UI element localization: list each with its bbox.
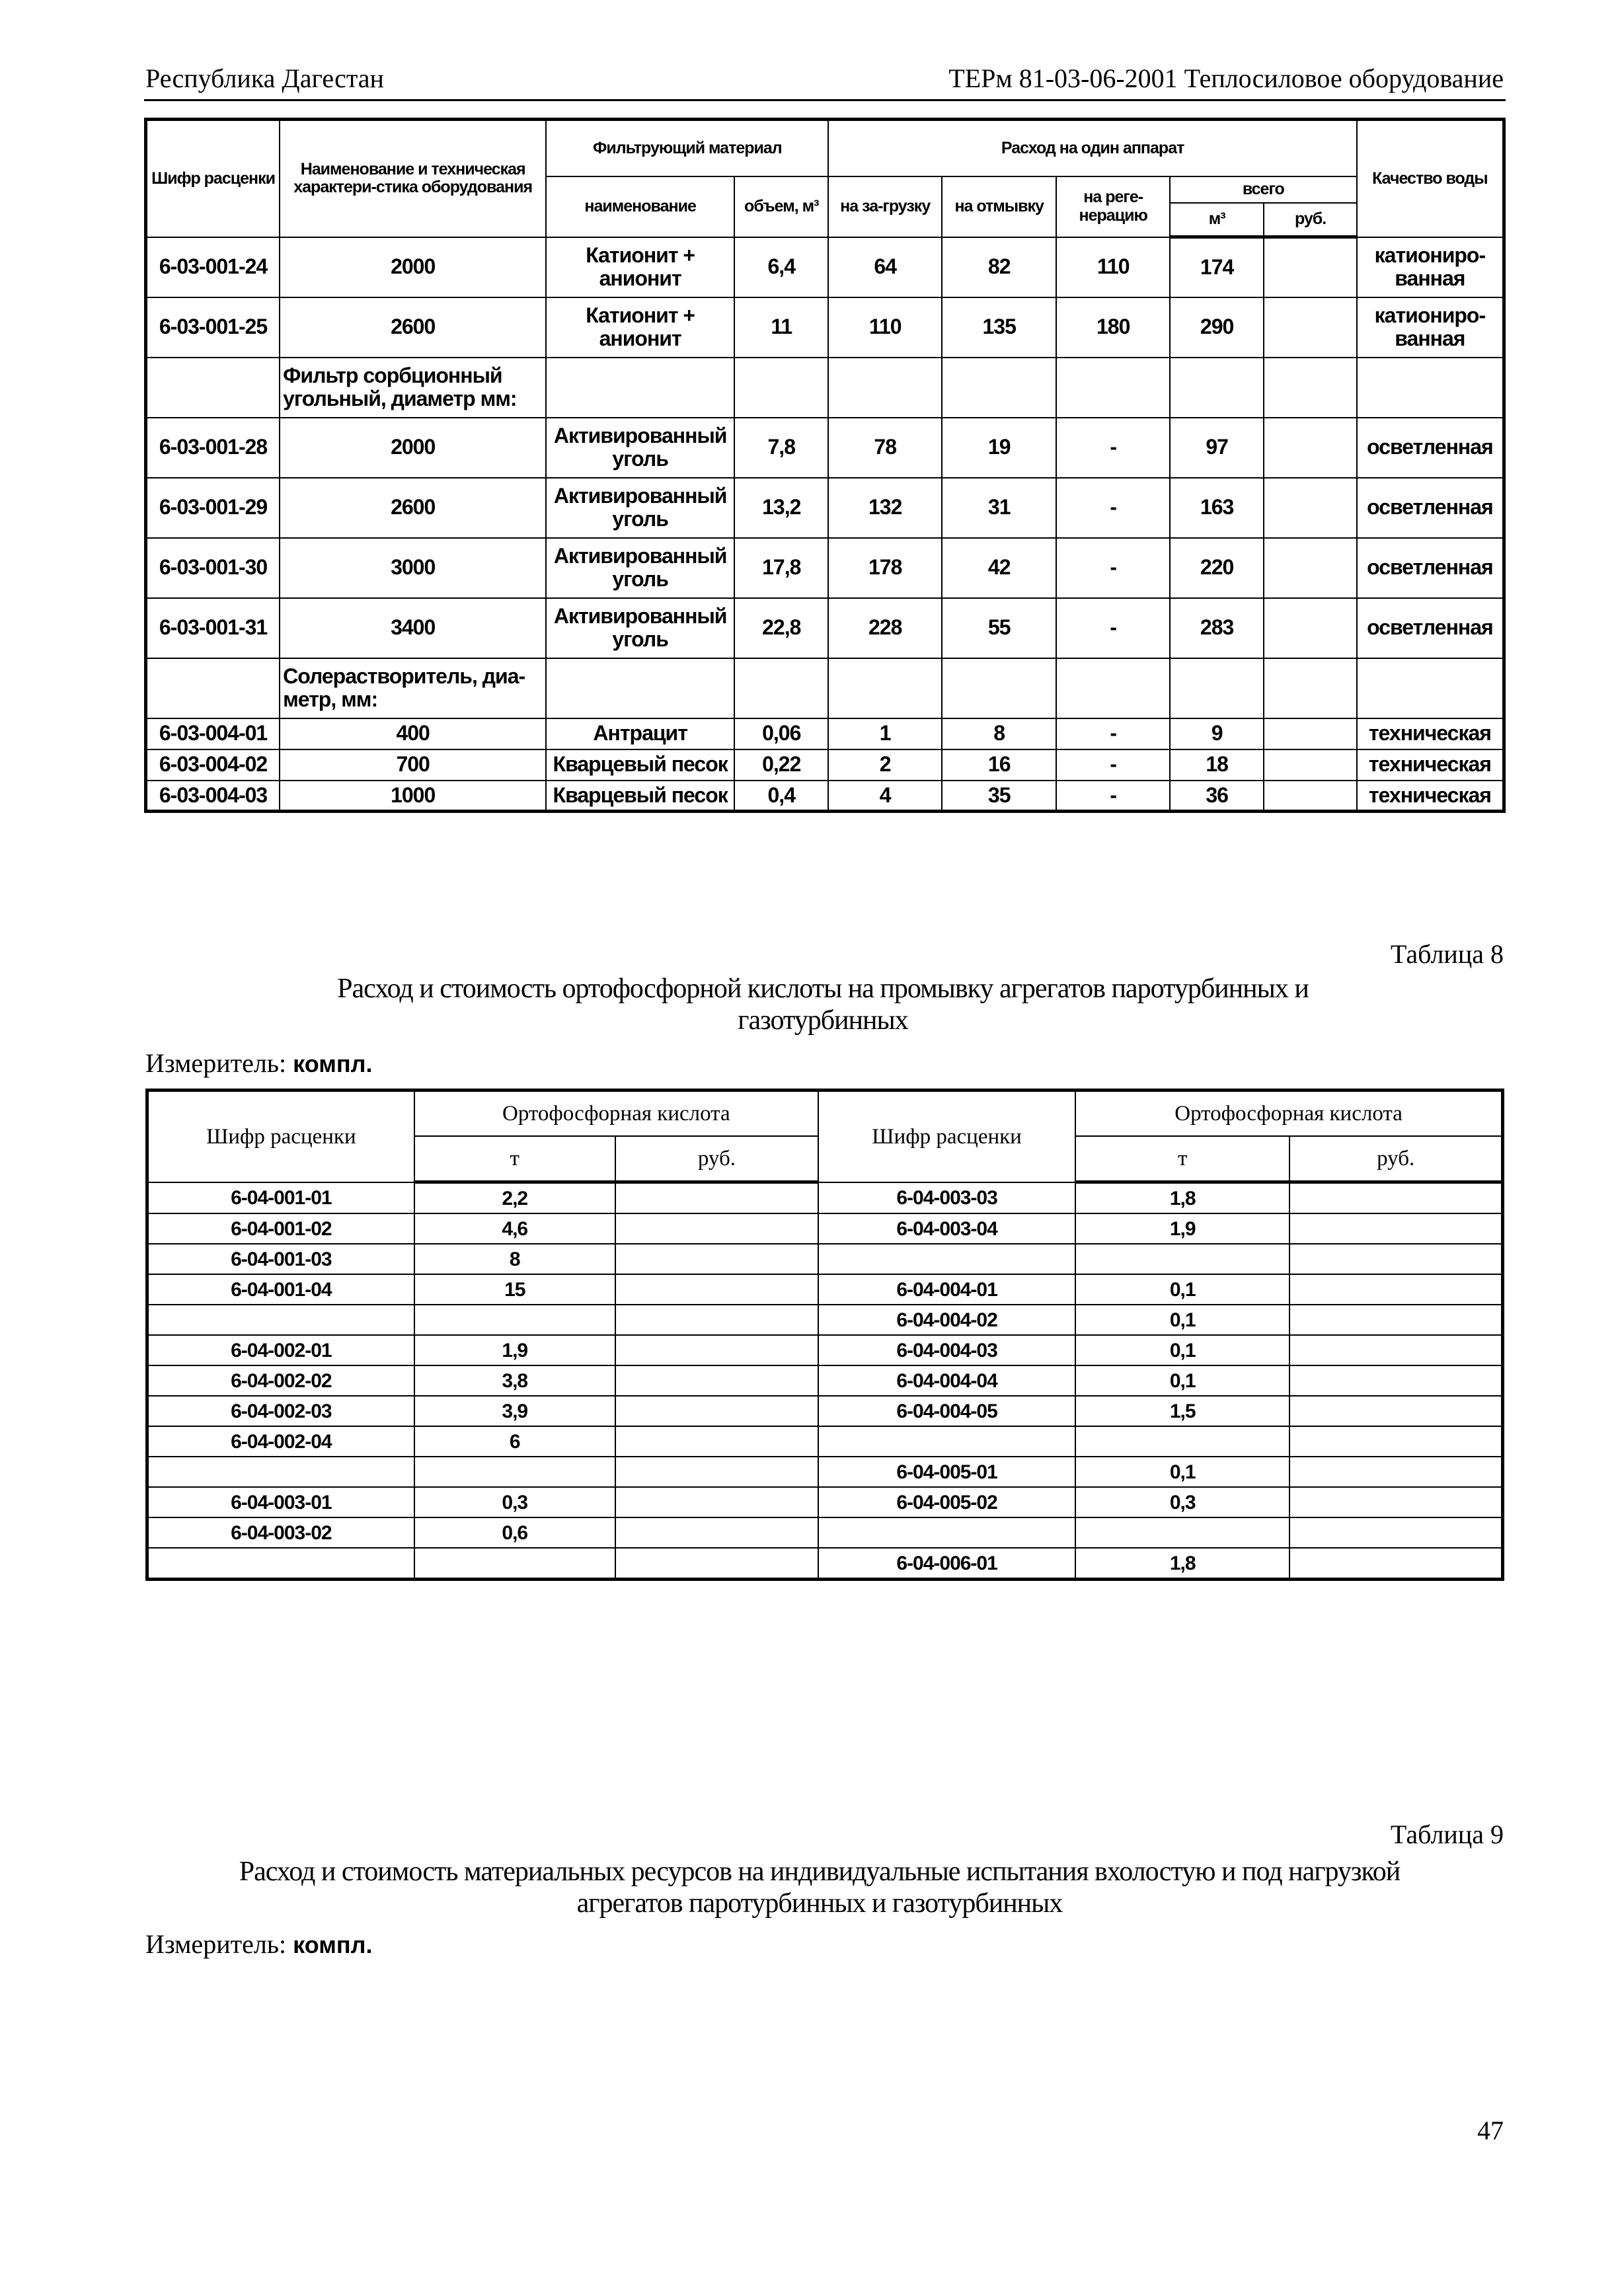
table-cell: 2,2: [414, 1182, 615, 1214]
table-cell: 2: [828, 749, 941, 781]
table-cell: 6-04-002-01: [147, 1335, 414, 1365]
table-cell: 4,6: [414, 1213, 615, 1244]
table-cell: [1289, 1305, 1502, 1335]
table-cell: 6-04-001-01: [147, 1182, 414, 1214]
table-cell: 64: [828, 237, 941, 297]
table-row: [146, 297, 1504, 358]
table-row: [146, 749, 1504, 781]
table-cell: [1264, 478, 1356, 538]
measure-unit: компл.: [293, 1050, 373, 1077]
table-cell: 6-04-003-04: [818, 1213, 1075, 1244]
col-t-2: т: [1075, 1136, 1289, 1182]
table-cell: Фильтр сорбционный угольный, диаметр мм:: [280, 358, 546, 418]
table-row: [147, 1274, 1503, 1305]
table-cell: 0,4: [734, 781, 828, 812]
col-quality: Качество воды: [1357, 120, 1504, 237]
table-cell: 17,8: [734, 538, 828, 598]
measure-unit: компл.: [293, 1931, 373, 1958]
table-cell: 132: [828, 478, 941, 538]
table-cell: 1000: [280, 781, 546, 812]
table-cell: 6-03-001-28: [146, 418, 280, 478]
table-cell: 78: [828, 418, 941, 478]
table-cell: 6-03-004-02: [146, 749, 280, 781]
col-load: на за-грузку: [828, 176, 941, 237]
table-cell: 0,1: [1075, 1274, 1289, 1305]
table-cell: [1289, 1426, 1502, 1457]
table-cell: 6-03-004-01: [146, 718, 280, 749]
table-cell: 8: [942, 718, 1057, 749]
table-row: [147, 1457, 1503, 1487]
table-cell: 11: [734, 297, 828, 358]
table-cell: 36: [1170, 781, 1264, 812]
col-filter-name: наименование: [546, 176, 734, 237]
table-cell: 6-04-003-02: [147, 1517, 414, 1548]
table-cell: 55: [942, 598, 1057, 658]
table-cell: Активированный уголь: [546, 538, 734, 598]
table-cell: [615, 1305, 818, 1335]
table-cell: 110: [828, 297, 941, 358]
table-cell: 1,9: [1075, 1213, 1289, 1244]
table-cell: 180: [1056, 297, 1169, 358]
table8-label: Таблица 8: [1390, 939, 1504, 969]
table-cell: 6-04-006-01: [818, 1548, 1075, 1580]
col-code-1: Шифр расценки: [147, 1091, 414, 1182]
table-cell: 0,1: [1075, 1457, 1289, 1487]
table-cell: [1289, 1396, 1502, 1426]
table-cell: 6-04-002-04: [147, 1426, 414, 1457]
table-cell: 1,8: [1075, 1548, 1289, 1580]
table-cell: 22,8: [734, 598, 828, 658]
table-row: [146, 478, 1504, 538]
col-code: Шифр расценки: [146, 120, 280, 237]
table-cell: 0,3: [1075, 1487, 1289, 1517]
table-cell: -: [1056, 538, 1169, 598]
table-cell: 0,1: [1075, 1305, 1289, 1335]
table-cell: [1264, 237, 1356, 297]
table-cell: 6-04-001-04: [147, 1274, 414, 1305]
table-row: [146, 658, 1504, 718]
table-cell: [1170, 358, 1264, 418]
table-cell: [1357, 658, 1504, 718]
table-cell: 6,4: [734, 237, 828, 297]
table-cell: техническая: [1357, 718, 1504, 749]
table-cell: Катионит + анионит: [546, 237, 734, 297]
table-cell: [734, 358, 828, 418]
table-cell: 18: [1170, 749, 1264, 781]
table8-measure: [145, 1048, 372, 1079]
table-cell: 0,3: [414, 1487, 615, 1517]
col-regen: на реге-нерацию: [1056, 176, 1169, 237]
table-row: [147, 1426, 1503, 1457]
table-cell: 1,8: [1075, 1182, 1289, 1214]
table9-title: Расход и стоимость материальных ресурсов на индивидуальные испытания вхолостую и под нагрузкой агрегатов паротурбинных и газотурбинных: [239, 1856, 1401, 1919]
table-cell: 6: [414, 1426, 615, 1457]
col-acid-2: Ортофосфорная кислота: [1075, 1091, 1502, 1137]
table-cell: -: [1056, 718, 1169, 749]
table-cell: [1289, 1244, 1502, 1274]
table-cell: [147, 1457, 414, 1487]
table-cell: 35: [942, 781, 1057, 812]
table-cell: [147, 1305, 414, 1335]
table-cell: 400: [280, 718, 546, 749]
table-cell: [1264, 749, 1356, 781]
table-cell: 0,06: [734, 718, 828, 749]
table-cell: 31: [942, 478, 1057, 538]
table-cell: -: [1056, 598, 1169, 658]
table-cell: 0,6: [414, 1517, 615, 1548]
table-row: [147, 1335, 1503, 1365]
table-cell: 6-04-004-01: [818, 1274, 1075, 1305]
table-cell: [1289, 1457, 1502, 1487]
table-cell: [1264, 418, 1356, 478]
table-cell: Кварцевый песок: [546, 749, 734, 781]
table-cell: 2000: [280, 418, 546, 478]
table-cell: -: [1056, 749, 1169, 781]
table-cell: [146, 358, 280, 418]
table-cell: [1075, 1517, 1289, 1548]
table9-measure: [145, 1929, 372, 1960]
measure-label: Измеритель:: [145, 1929, 287, 1959]
table-cell: 4: [828, 781, 941, 812]
phosphoric-acid-table: [145, 1089, 1504, 1581]
table-cell: [828, 358, 941, 418]
table-cell: [146, 658, 280, 718]
table-cell: 0,22: [734, 749, 828, 781]
col-name: Наименование и техническая характери-стика оборудования: [280, 120, 546, 237]
table-cell: [1264, 358, 1356, 418]
table-cell: 1: [828, 718, 941, 749]
table-cell: [1056, 658, 1169, 718]
table-row: [147, 1182, 1503, 1214]
table-cell: техническая: [1357, 781, 1504, 812]
table-row: [146, 358, 1504, 418]
table-cell: 3,9: [414, 1396, 615, 1426]
table-cell: 6-04-002-03: [147, 1396, 414, 1426]
table-cell: [147, 1548, 414, 1580]
table-cell: [1264, 538, 1356, 598]
col-acid-1: Ортофосфорная кислота: [414, 1091, 818, 1137]
col-wash: на отмывку: [942, 176, 1057, 237]
table-cell: 82: [942, 237, 1057, 297]
table-cell: [942, 358, 1057, 418]
table-cell: [1264, 658, 1356, 718]
table-cell: [1056, 358, 1169, 418]
table-cell: 6-04-005-01: [818, 1457, 1075, 1487]
table-cell: 6-04-002-02: [147, 1365, 414, 1396]
table-cell: 97: [1170, 418, 1264, 478]
table-cell: 174: [1170, 237, 1264, 297]
table-cell: 0,1: [1075, 1335, 1289, 1365]
table-cell: [818, 1426, 1075, 1457]
table-cell: [1170, 658, 1264, 718]
table-cell: [1289, 1182, 1502, 1214]
table-cell: 6-03-004-03: [146, 781, 280, 812]
table-cell: [615, 1426, 818, 1457]
table-cell: 700: [280, 749, 546, 781]
table-cell: 3400: [280, 598, 546, 658]
col-filter-volume: объем, м³: [734, 176, 828, 237]
col-code-2: Шифр расценки: [818, 1091, 1075, 1182]
table-cell: [1289, 1365, 1502, 1396]
table-cell: 0,1: [1075, 1365, 1289, 1396]
table9-label: Таблица 9: [1390, 1819, 1504, 1849]
table-row: [147, 1487, 1503, 1517]
table-cell: 163: [1170, 478, 1264, 538]
col-t-1: т: [414, 1136, 615, 1182]
table-cell: 3000: [280, 538, 546, 598]
table-cell: [828, 658, 941, 718]
table-cell: -: [1056, 478, 1169, 538]
table-cell: [1357, 358, 1504, 418]
table-cell: Активированный уголь: [546, 598, 734, 658]
table-cell: [615, 1244, 818, 1274]
table-cell: [1264, 598, 1356, 658]
table-row: [147, 1305, 1503, 1335]
table-cell: Антрацит: [546, 718, 734, 749]
col-rub-1: руб.: [615, 1136, 818, 1182]
col-rub-2: руб.: [1289, 1136, 1502, 1182]
table-cell: 6-04-004-05: [818, 1396, 1075, 1426]
table-cell: [818, 1244, 1075, 1274]
table-cell: [414, 1305, 615, 1335]
table-cell: [818, 1517, 1075, 1548]
table-row: [146, 418, 1504, 478]
table-cell: [615, 1365, 818, 1396]
col-filter: Фильтрующий материал: [546, 120, 828, 176]
table-cell: 8: [414, 1244, 615, 1274]
table-cell: [1289, 1335, 1502, 1365]
table-cell: 3,8: [414, 1365, 615, 1396]
table-cell: [615, 1274, 818, 1305]
table-row: [146, 237, 1504, 297]
table-row: [147, 1517, 1503, 1548]
col-total-m3: м³: [1170, 203, 1264, 237]
table-cell: 228: [828, 598, 941, 658]
filter-materials-table: [144, 118, 1506, 813]
table-cell: 7,8: [734, 418, 828, 478]
table-cell: 6-04-003-03: [818, 1182, 1075, 1214]
table-cell: [734, 658, 828, 718]
table-cell: [1264, 297, 1356, 358]
table-cell: [615, 1487, 818, 1517]
header-document-title: ТЕРм 81-03-06-2001 Теплосиловое оборудование: [948, 63, 1504, 93]
table-cell: 290: [1170, 297, 1264, 358]
table-row: [147, 1244, 1503, 1274]
table-cell: 6-04-001-03: [147, 1244, 414, 1274]
table-row: [146, 718, 1504, 749]
table-cell: 110: [1056, 237, 1169, 297]
header-rule: [144, 99, 1506, 101]
col-total-rub: руб.: [1264, 203, 1356, 237]
table-cell: [1289, 1517, 1502, 1548]
table-row: [147, 1365, 1503, 1396]
col-consumption: Расход на один аппарат: [828, 120, 1356, 176]
table-cell: осветленная: [1357, 538, 1504, 598]
table-cell: [1289, 1274, 1502, 1305]
table-cell: 42: [942, 538, 1057, 598]
table-cell: осветленная: [1357, 598, 1504, 658]
table-row: [146, 781, 1504, 812]
table-cell: [1289, 1213, 1502, 1244]
table-cell: Активированный уголь: [546, 478, 734, 538]
table-cell: -: [1056, 418, 1169, 478]
table-cell: катиониро-ванная: [1357, 237, 1504, 297]
table-cell: 6-03-001-30: [146, 538, 280, 598]
table-cell: [615, 1517, 818, 1548]
table-row: [147, 1213, 1503, 1244]
table-cell: 6-04-004-04: [818, 1365, 1075, 1396]
table-cell: 6-04-004-02: [818, 1305, 1075, 1335]
table-cell: [1075, 1426, 1289, 1457]
table-cell: 6-03-001-24: [146, 237, 280, 297]
table-cell: 2000: [280, 237, 546, 297]
table-row: [146, 538, 1504, 598]
table-cell: 1,9: [414, 1335, 615, 1365]
table-cell: 6-03-001-31: [146, 598, 280, 658]
table-cell: [1264, 781, 1356, 812]
table-cell: катиониро-ванная: [1357, 297, 1504, 358]
table-cell: [414, 1457, 615, 1487]
table-cell: [546, 658, 734, 718]
table-cell: 2600: [280, 478, 546, 538]
header-region: Республика Дагестан: [145, 63, 384, 93]
table-cell: 19: [942, 418, 1057, 478]
table-cell: [615, 1396, 818, 1426]
page-number: 47: [1477, 2116, 1504, 2145]
table-cell: 6-04-004-03: [818, 1335, 1075, 1365]
table-row: [147, 1548, 1503, 1580]
table8-title: Расход и стоимость ортофосфорной кислоты на промывку агрегатов паротурбинных и газотурбинных: [337, 974, 1309, 1036]
col-total: всего: [1170, 176, 1357, 203]
table-cell: [414, 1548, 615, 1580]
table-cell: Активированный уголь: [546, 418, 734, 478]
table-cell: [1264, 718, 1356, 749]
table-row: [147, 1396, 1503, 1426]
table-cell: 13,2: [734, 478, 828, 538]
table-cell: 2600: [280, 297, 546, 358]
table-cell: [615, 1335, 818, 1365]
table-cell: [1289, 1548, 1502, 1580]
table-cell: 178: [828, 538, 941, 598]
table-cell: [1289, 1487, 1502, 1517]
table-cell: 15: [414, 1274, 615, 1305]
table-cell: [615, 1548, 818, 1580]
table-cell: техническая: [1357, 749, 1504, 781]
table-cell: [1075, 1244, 1289, 1274]
table-cell: 283: [1170, 598, 1264, 658]
table-cell: 220: [1170, 538, 1264, 598]
table-row: [146, 598, 1504, 658]
table-cell: [615, 1182, 818, 1214]
table-cell: осветленная: [1357, 418, 1504, 478]
table-cell: 6-03-001-29: [146, 478, 280, 538]
table-cell: осветленная: [1357, 478, 1504, 538]
table-cell: 6-03-001-25: [146, 297, 280, 358]
table-cell: [546, 358, 734, 418]
table-cell: [942, 658, 1057, 718]
table-cell: Солерастворитель, диа-метр, мм:: [280, 658, 546, 718]
table-cell: Кварцевый песок: [546, 781, 734, 812]
table-cell: 6-04-001-02: [147, 1213, 414, 1244]
table-cell: 16: [942, 749, 1057, 781]
table-cell: [615, 1457, 818, 1487]
table-cell: -: [1056, 781, 1169, 812]
table-cell: 135: [942, 297, 1057, 358]
table-cell: 6-04-005-02: [818, 1487, 1075, 1517]
table-cell: Катионит + анионит: [546, 297, 734, 358]
table-cell: 6-04-003-01: [147, 1487, 414, 1517]
table-cell: 9: [1170, 718, 1264, 749]
table-cell: 1,5: [1075, 1396, 1289, 1426]
measure-label: Измеритель:: [145, 1048, 287, 1078]
table-cell: [615, 1213, 818, 1244]
